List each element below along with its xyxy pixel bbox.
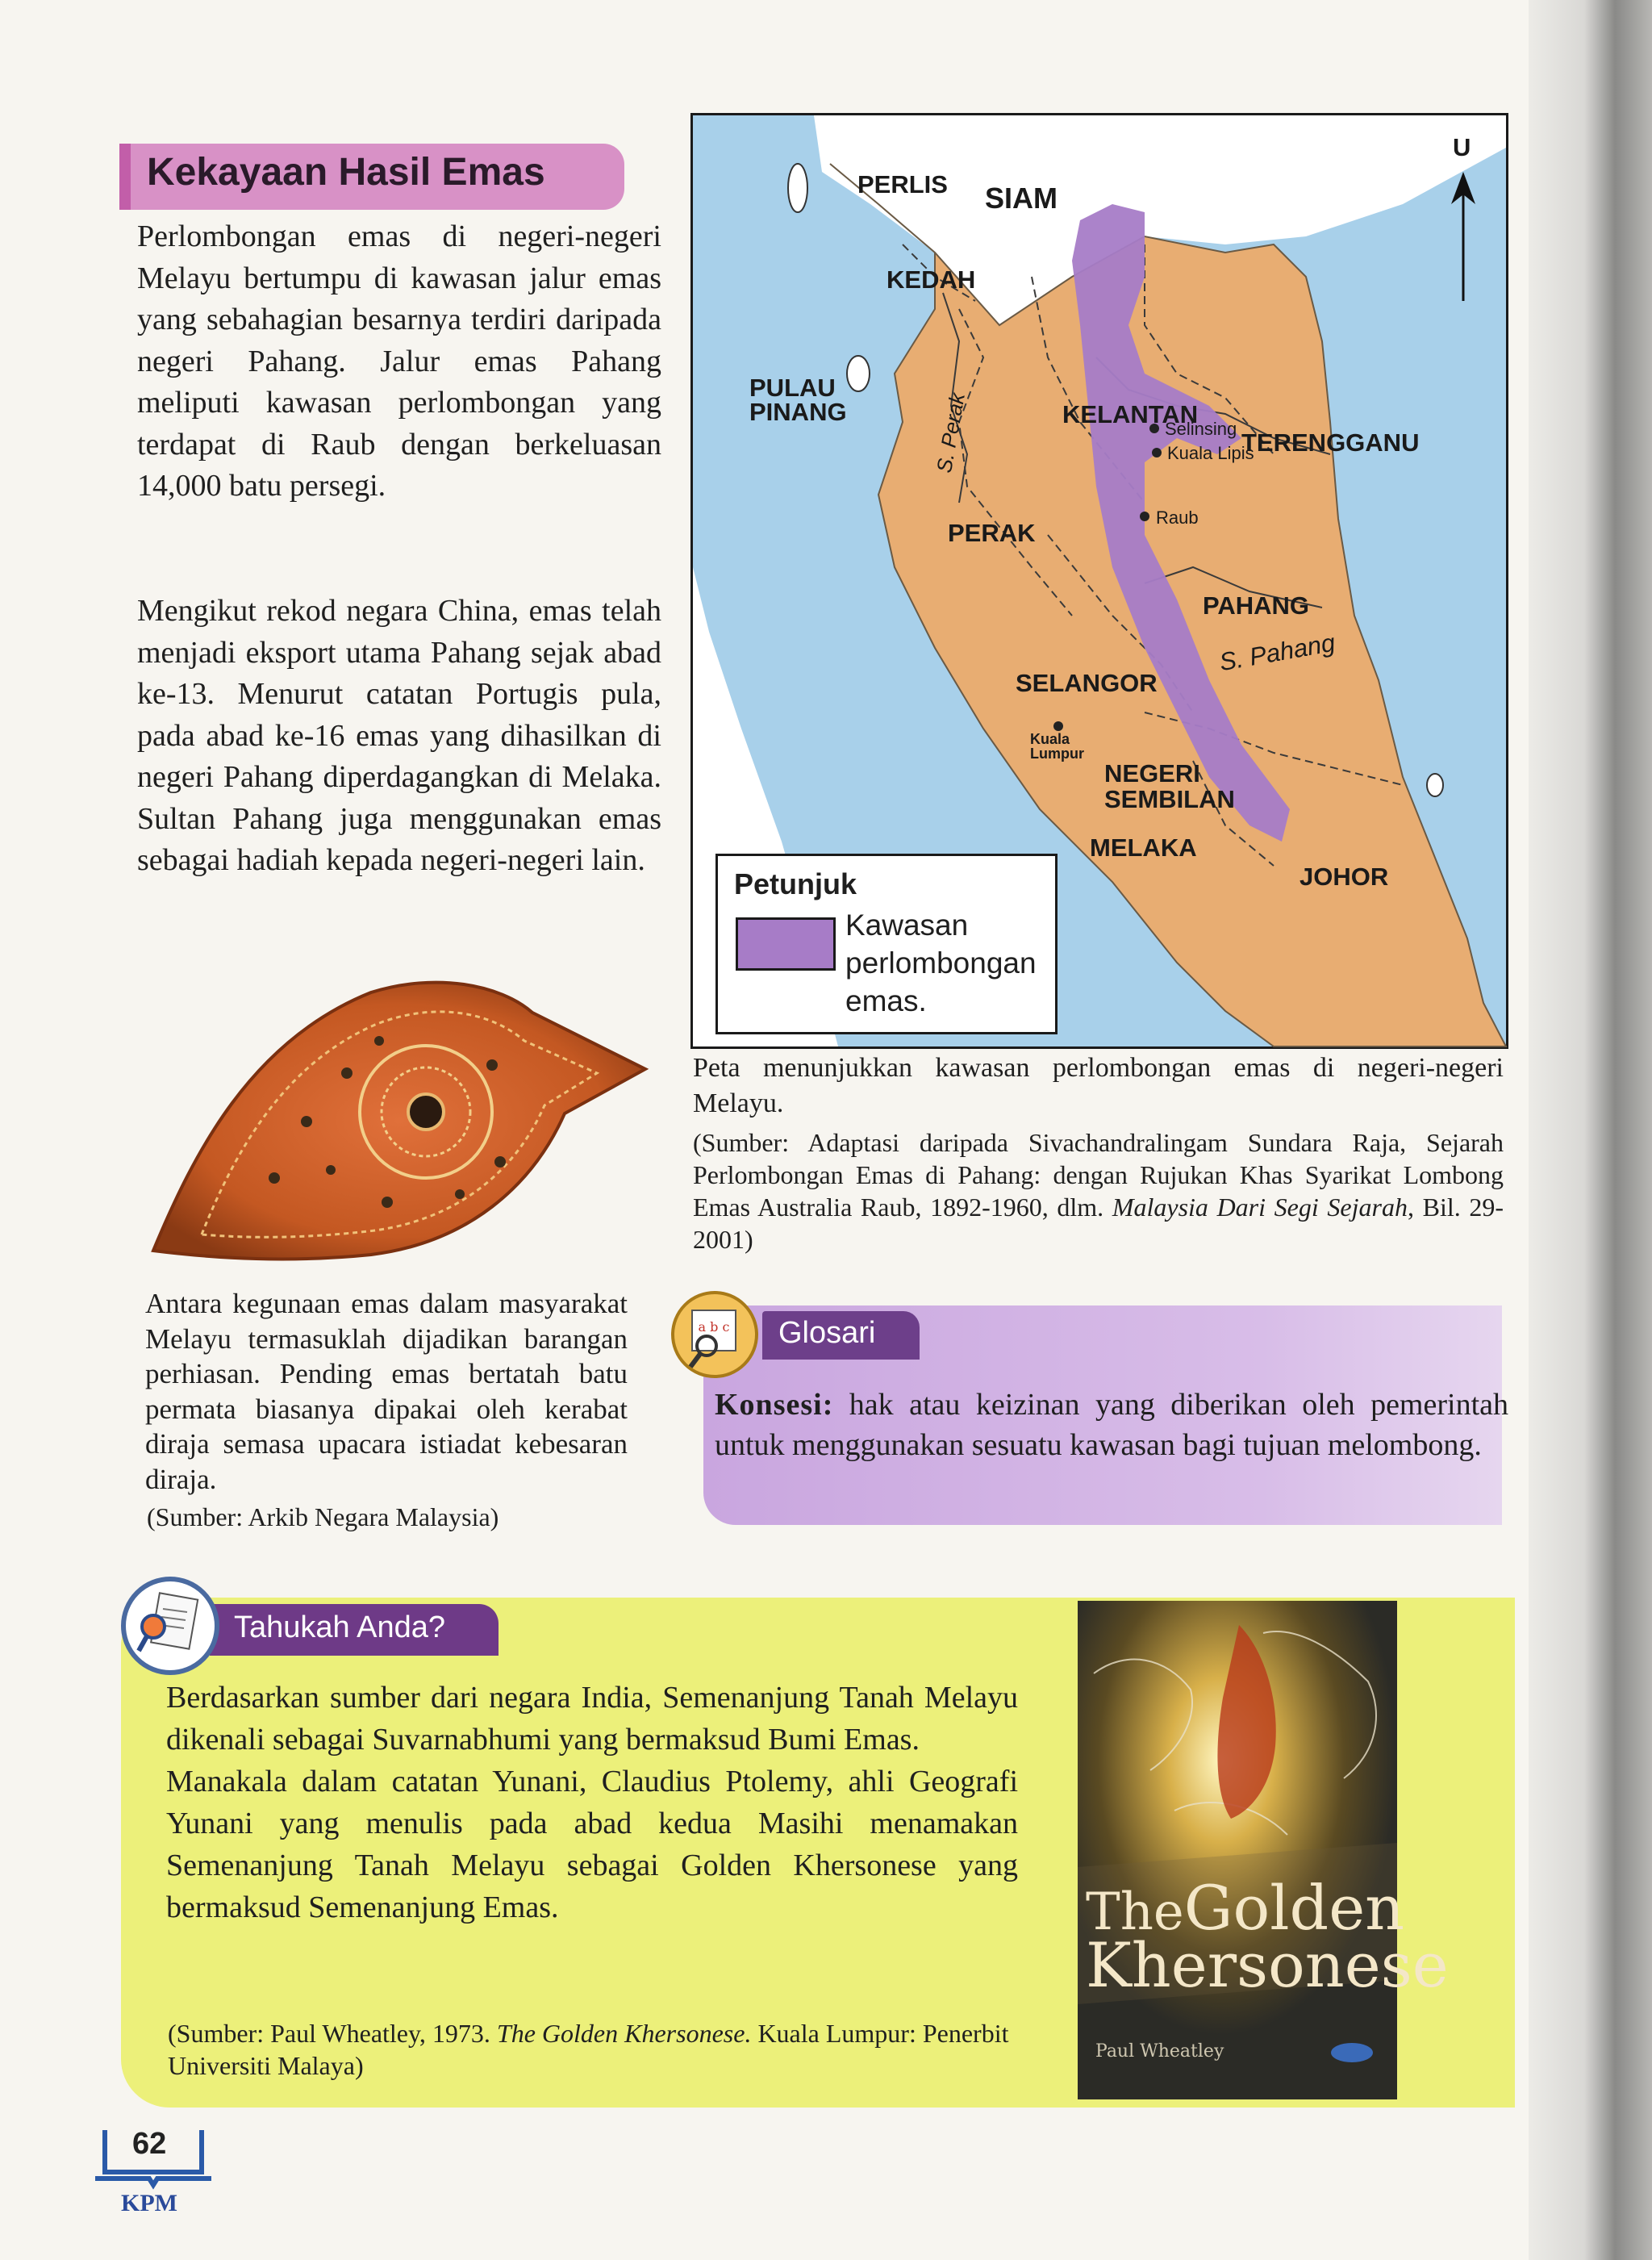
map-source-title: Malaysia Dari Segi Sejarah [1112,1193,1408,1222]
kuala-lumpur-dot [1053,721,1063,731]
dictionary-icon-text: a b c [698,1319,730,1335]
section-title: Kekayaan Hasil Emas [147,151,545,194]
paragraph-1: Perlombongan emas di negeri-negeri Melayu bertumpu di kawasan jalur emas yang sebahagian besarnya terdiri daripada negeri Pahang. Jalur emas Pahang meliputi kawasan perlombongan yang terdapat di Raub dengan berkeluasan 14,000 batu persegi. [137,219,661,503]
glossary-tab-label: Glosari [778,1316,876,1350]
label-raub: Raub [1156,508,1199,528]
label-kuala-lumpur: Kuala Lumpur [1030,731,1084,762]
legend-item-text: Kawasan perlombongan emas. [845,909,1037,1017]
publisher-logo-text: KPM [121,2190,177,2216]
source-publisher: Kuala Lumpur: Penerbit Universiti Malaya) [168,2019,1009,2080]
did-you-know-tab [210,1604,499,1656]
label-johor: JOHOR [1299,863,1389,891]
north-label: U [1453,133,1471,161]
label-negeri-sembilan: NEGERI SEMBILAN [1104,759,1235,813]
paragraph-2: Mengikut rekod negara China, emas telah menjadi eksport utama Pahang sejak abad ke-13. Menurut catatan Portugis pula, pada abad ke-16 emas yang dihasilkan di negeri Pahang diperdagangkan di Melaka. Sultan Pahang juga menggunakan emas sebagai hadiah kepada negeri-negeri lain. [137,594,661,877]
label-s-perak: S. Perak [932,391,970,475]
label-kedah: KEDAH [886,265,976,294]
did-you-know-text [166,1677,1018,1928]
page-binding-shadow [1529,0,1652,2260]
document-magnifier-icon [118,1573,223,1678]
dictionary-icon [668,1288,761,1381]
pendant-caption: Antara kegunaan emas dalam masyarakat Melayu termasuklah dijadikan barangan perhiasan. Pending emas bertatah batu permata biasanya dipakai oleh kerabat diraja semasa upacara istiadat kebesaran diraja. [145,1288,628,1495]
label-pulau-pinang: PULAU PINANG [749,374,847,426]
glossary-term: Konsesi: [715,1388,834,1422]
did-you-know-paragraph-1: Berdasarkan sumber dari negara India, Semenanjung Tanah Melayu dikenali sebagai Suvarnabhumi yang bermaksud Bumi Emas. [166,1681,1018,1757]
map-source [693,1126,1504,1255]
label-perlis: PERLIS [857,170,948,198]
source-book-title: The Golden Khersonese. [496,2019,752,2048]
label-kelantan: KELANTAN [1062,400,1199,428]
did-you-know-tab-label: Tahukah Anda? [234,1610,446,1644]
did-you-know-paragraph-2: Manakala dalam catatan Yunani, Claudius Ptolemy, ahli Geografi Yunani yang menulis pada abad kedua Masihi menamakan Semenanjung Tanah Melayu sebagai Golden Khersonese yang bermaksud Semenanjung Emas. [166,1765,1018,1924]
legend-title: Petunjuk [734,867,857,900]
label-kuala-lipis: Kuala Lipis [1167,443,1254,463]
book-title-the: The [1086,1882,1184,1942]
legend-swatch-gold-belt [736,917,836,971]
label-s-pahang: S. Pahang [1216,628,1337,677]
source-text: (Sumber: Paul Wheatley, 1973. [168,2019,497,2048]
tioman-island [1427,774,1443,796]
map-caption: Peta menunjukkan kawasan perlombongan emas di negeri-negeri Melayu. [693,1053,1504,1118]
book-title [1086,1872,1449,2001]
pendant-source: (Sumber: Arkib Negara Malaysia) [147,1502,499,1531]
label-selangor: SELANGOR [1016,669,1158,697]
book-cover-image [1078,1601,1449,2099]
glossary-tab [762,1311,920,1360]
label-perak: PERAK [948,519,1036,547]
book-author: Paul Wheatley [1095,2041,1224,2062]
map-source-text: (Sumber: Adaptasi daripada Sivachandralingam Sundara Raja, Sejarah Perlombongan Emas di Pahang: dengan Rujukan Khas Syarikat Lombong Emas Australia Raub, 1892-1960, dlm. [693,1128,1504,1222]
label-pahang: PAHANG [1203,591,1310,620]
map-source-suffix: , Bil. 29-2001) [693,1193,1504,1254]
glossary-definition: hak atau keizinan yang diberikan oleh pemerintah untuk menggunakan sesuatu kawasan bagi tujuan melombong. [715,1388,1508,1462]
label-melaka: MELAKA [1090,833,1197,862]
label-selinsing: Selinsing [1165,419,1237,439]
did-you-know-source [168,2017,1023,2082]
label-siam: SIAM [985,182,1058,215]
label-terengganu: TERENGGANU [1241,428,1420,457]
gold-pendant-image [145,976,653,1267]
langkawi-island [788,164,807,212]
glossary-entry [715,1385,1508,1465]
kuala-lipis-dot [1152,448,1162,457]
gold-mining-map [690,113,1508,1049]
book-cover-art [1078,1601,1397,2099]
raub-dot [1140,512,1149,521]
page-number: 62 [132,2127,167,2161]
section-heading [119,144,624,210]
book-title-word-2: Khersonese [1086,1929,1449,2001]
book-title-word-1: Golden [1183,1872,1405,1944]
map-legend [715,854,1058,1034]
